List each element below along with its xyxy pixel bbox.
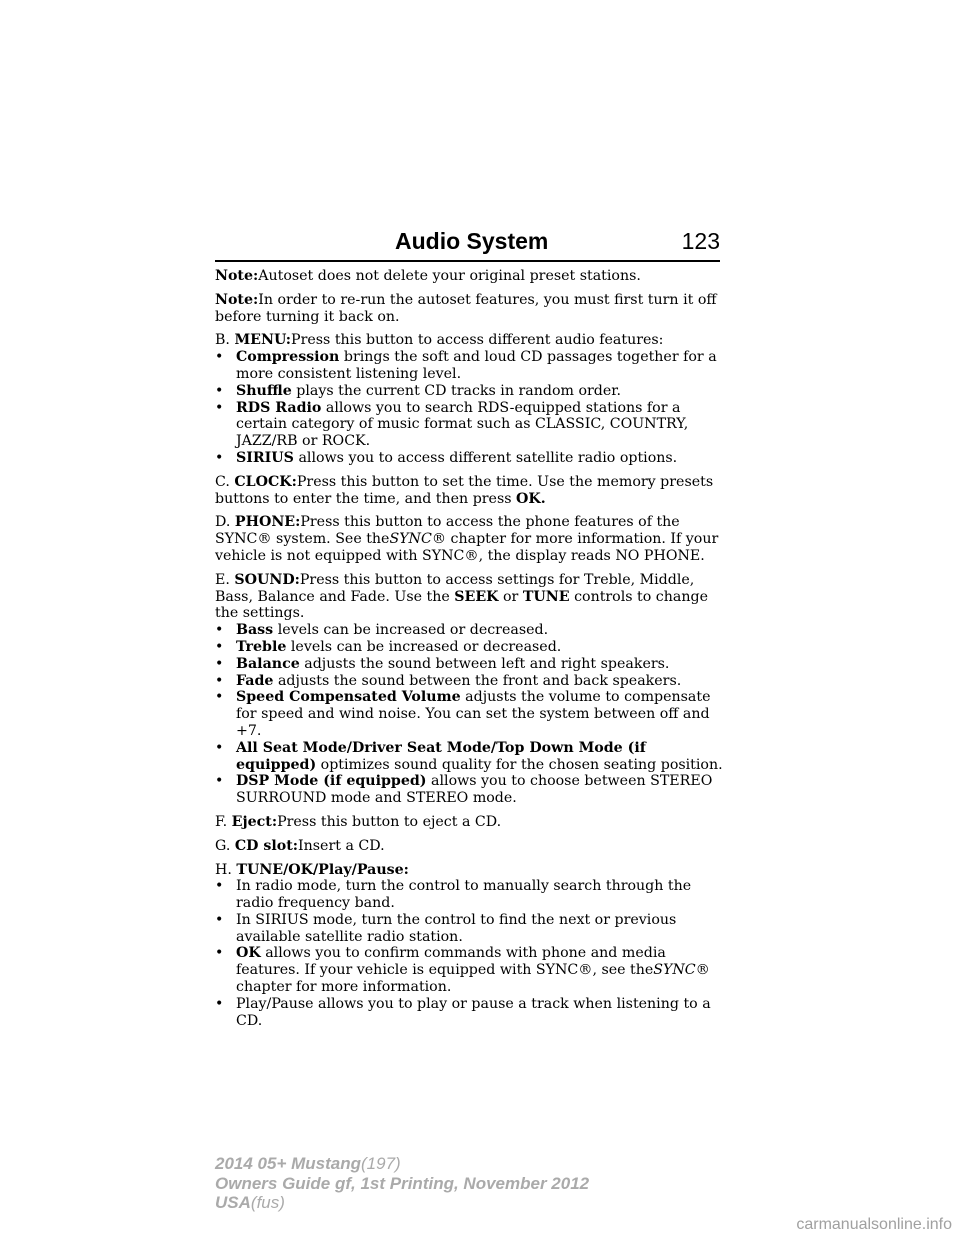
section-letter: D. xyxy=(215,514,231,531)
bullet: • xyxy=(215,995,224,1012)
list-item xyxy=(215,622,725,639)
item-term: All Seat Mode/Driver Seat Mode/Top Down Mode (if equipped) xyxy=(236,739,646,773)
footer-model: 2014 05+ Mustang xyxy=(215,1154,361,1173)
section-letter: C. xyxy=(215,473,230,490)
section-text: Press this button to access the phone features of the SYNC® system. See the xyxy=(215,514,680,548)
section-title: SOUND: xyxy=(234,571,300,588)
section-letter: F. xyxy=(215,813,228,830)
section-text: Press this button to access settings for Treble, Middle, Bass, Balance and Fade. Use the xyxy=(215,571,695,605)
bullet: • xyxy=(215,911,224,928)
item-text: levels can be increased or decreased. xyxy=(277,622,549,639)
bullet: • xyxy=(215,689,224,706)
bullet: • xyxy=(215,878,224,895)
list-item xyxy=(215,400,725,450)
note-paragraph xyxy=(215,292,725,326)
list-item xyxy=(215,945,725,995)
note-label: Note: xyxy=(215,268,259,284)
item-term: Bass xyxy=(236,622,274,639)
item-text: adjusts the sound between the front and back speakers. xyxy=(277,672,682,689)
item-text: adjusts the volume to compensate for speed and wind noise. You can set the system between off and +7. xyxy=(236,689,711,739)
item-text: In radio mode, turn the control to manually search through the radio frequency band. xyxy=(236,878,692,912)
list-item xyxy=(215,450,725,467)
section-text: chapter for more information. If your vehicle is not equipped with SYNC®, the display reads NO PHONE. xyxy=(215,531,719,564)
menu-feature-list xyxy=(215,349,725,467)
item-text: optimizes sound quality for the chosen seating position. xyxy=(320,756,723,773)
item-text: adjusts the sound between left and right speakers. xyxy=(304,655,670,672)
footer-region-code: (fus) xyxy=(250,1193,285,1212)
item-text: allows you to access different satellite radio options. xyxy=(298,449,678,466)
list-item xyxy=(215,912,725,946)
ok-keyword: OK. xyxy=(516,490,546,507)
section-title: CLOCK: xyxy=(234,473,297,490)
list-item xyxy=(215,673,725,690)
clock-section xyxy=(215,474,725,508)
list-item xyxy=(215,996,725,1030)
item-term: Compression xyxy=(236,349,340,366)
section-text: Press this button to eject a CD. xyxy=(277,813,502,830)
page-footer xyxy=(215,1154,589,1213)
item-term: Shuffle xyxy=(236,382,292,399)
eject-section xyxy=(215,814,725,831)
bullet: • xyxy=(215,739,224,756)
section-title: PHONE: xyxy=(234,514,301,531)
sound-section xyxy=(215,572,725,622)
section-title: TUNE/OK/Play/Pause: xyxy=(236,861,409,878)
watermark: carmanualsonline.info xyxy=(796,1216,952,1233)
item-text: chapter for more information. xyxy=(236,979,452,996)
item-text: In SIRIUS mode, turn the control to find the next or previous available satellite radio station. xyxy=(236,911,677,945)
bullet: • xyxy=(215,399,224,416)
header-divider xyxy=(215,260,720,262)
footer-line xyxy=(215,1154,589,1174)
section-letter: G. xyxy=(215,837,231,854)
page-content xyxy=(215,268,725,1036)
item-term: Treble xyxy=(236,638,287,655)
conjunction: or xyxy=(503,588,519,605)
item-term: Fade xyxy=(236,672,274,689)
bullet: • xyxy=(215,382,224,399)
item-text: plays the current CD tracks in random order. xyxy=(296,382,621,399)
section-title: MENU: xyxy=(234,332,292,349)
footer-region: USA xyxy=(215,1193,251,1212)
bullet: • xyxy=(215,449,224,466)
bullet: • xyxy=(215,672,224,689)
list-item xyxy=(215,349,725,383)
note-label: Note: xyxy=(215,291,259,308)
section-text: Insert a CD. xyxy=(298,837,385,854)
list-item xyxy=(215,773,725,807)
sound-settings-list xyxy=(215,622,725,807)
cd-slot-section xyxy=(215,838,725,855)
list-item xyxy=(215,639,725,656)
section-letter: E. xyxy=(215,571,230,588)
tune-control-list xyxy=(215,878,725,1029)
tune-section xyxy=(215,862,725,879)
list-item xyxy=(215,740,725,774)
item-text: allows you to search RDS-equipped stations for a certain category of music format such as CLASSIC, COUNTRY, JAZZ/RB or ROCK. xyxy=(236,399,689,450)
footer-page-code: (197) xyxy=(361,1154,401,1173)
sync-chapter-ref: SYNC® xyxy=(389,531,447,548)
note-text: Autoset does not delete your original preset stations. xyxy=(258,268,641,284)
item-term: OK xyxy=(236,945,261,962)
phone-section xyxy=(215,514,725,564)
page-header xyxy=(215,228,720,264)
page-number: 123 xyxy=(681,228,720,254)
section-letter: B. xyxy=(215,332,230,349)
item-term: SIRIUS xyxy=(236,449,294,466)
note-text: In order to re-run the autoset features, you must first turn it off before turning it back on. xyxy=(215,291,717,325)
footer-line xyxy=(215,1193,589,1213)
section-title: Eject: xyxy=(231,813,278,830)
section-letter: H. xyxy=(215,861,232,878)
bullet: • xyxy=(215,655,224,672)
tune-keyword: TUNE xyxy=(522,588,570,605)
section-text: Press this button to access different audio features: xyxy=(291,332,664,349)
bullet: • xyxy=(215,773,224,790)
footer-line: Owners Guide gf, 1st Printing, November 2012 xyxy=(215,1173,590,1193)
bullet: • xyxy=(215,945,224,962)
list-item xyxy=(215,656,725,673)
bullet: • xyxy=(215,349,224,366)
seek-keyword: SEEK xyxy=(454,588,499,605)
item-text: allows you to confirm commands with phone and media features. If your vehicle is equipped with SYNC®, see the xyxy=(236,945,666,979)
section-text: Press this button to set the time. Use the memory presets buttons to enter the time, and then press xyxy=(215,473,714,507)
bullet: • xyxy=(215,622,224,639)
item-term: DSP Mode (if equipped) xyxy=(236,773,427,790)
list-item xyxy=(215,689,725,739)
sync-chapter-ref: SYNC® xyxy=(653,962,710,979)
menu-section xyxy=(215,332,725,349)
item-term: Balance xyxy=(236,655,300,672)
section-title: CD slot: xyxy=(234,837,299,854)
bullet: • xyxy=(215,638,224,655)
item-text: allows you to choose between STEREO SURROUND mode and STEREO mode. xyxy=(236,773,713,807)
item-term: RDS Radio xyxy=(236,399,322,416)
item-term: Speed Compensated Volume xyxy=(236,689,461,706)
item-text: Play/Pause allows you to play or pause a track when listening to a CD. xyxy=(236,995,711,1029)
list-item xyxy=(215,878,725,912)
list-item xyxy=(215,383,725,400)
section-text: controls to change the settings. xyxy=(215,588,708,622)
item-text: brings the soft and loud CD passages together for a more consistent listening level. xyxy=(236,349,717,382)
note-paragraph xyxy=(215,268,725,285)
page-title: Audio System xyxy=(395,228,549,254)
item-text: levels can be increased or decreased. xyxy=(290,638,562,655)
